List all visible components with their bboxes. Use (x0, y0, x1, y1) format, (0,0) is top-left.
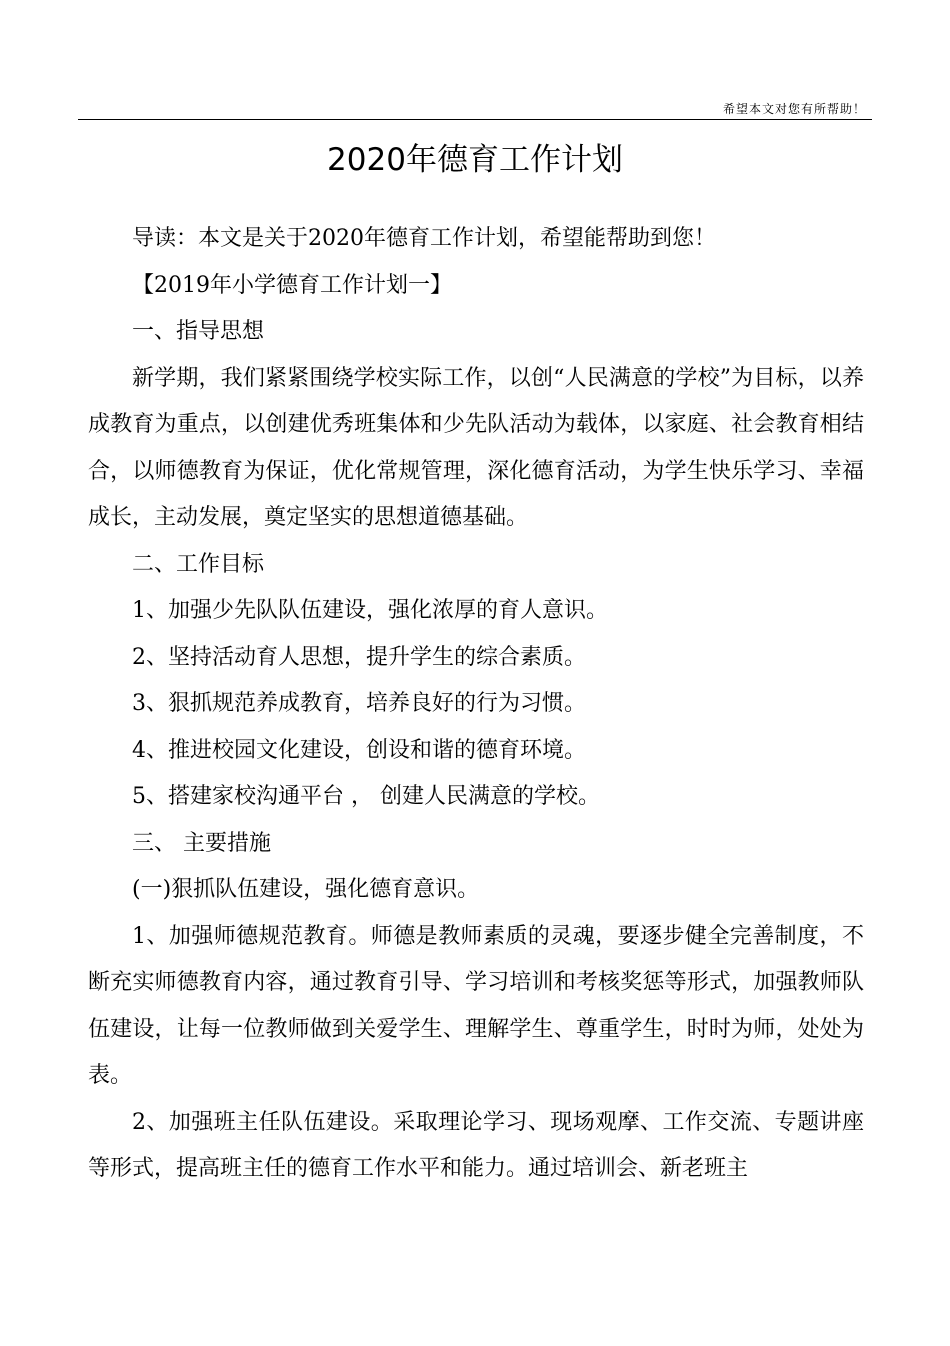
section-label: 【2019年小学德育工作计划一】 (132, 272, 452, 298)
header-note: 希望本文对您有所帮助！ (722, 102, 866, 116)
document-body (88, 216, 864, 1193)
intro-paragraph: 导读：本文是关于2020年德育工作计划，希望能帮助到您！ (132, 226, 716, 251)
goal-item: 4、推进校园文化建设，创设和谐的德育环境。 (132, 737, 586, 763)
document-title: 2020年德育工作计划 (327, 142, 623, 178)
heading-guiding-thought: 一、指导思想 (132, 319, 265, 344)
heading-main-measures: 三、 主要措施 (132, 830, 271, 856)
goal-item: 2、坚持活动育人思想，提升学生的综合素质。 (132, 644, 586, 670)
subheading-team-building: (一)狠抓队伍建设，强化德育意识。 (132, 877, 480, 902)
heading-work-goals: 二、工作目标 (132, 551, 265, 577)
goal-item: 3、狠抓规范养成教育，培养良好的行为习惯。 (132, 691, 586, 716)
goal-item: 5、搭建家校沟通平台 ， 创建人民满意的学校。 (132, 784, 600, 809)
paragraph-ethics-education: 1、加强师德规范教育。师德是教师素质的灵魂，要逐步健全完善制度，不断充实师德教育内容，通过教育引导、学习培训和考核奖惩等形式，加强教师队伍建设，让每一位教师做到关爱学生、理解学生、尊重学生，时时为师，处处为表。 (88, 923, 864, 1088)
page-header (78, 100, 872, 120)
paragraph-guiding-thought: 新学期，我们紧紧围绕学校实际工作，以创“人民满意的学校”为目标，以养成教育为重点，以创建优秀班集体和少先队活动为载体，以家庭、社会教育相结合，以师德教育为保证，优化常规管理，深化德育活动，为学生快乐学习、幸福成长，主动发展，奠定坚实的思想道德基础。 (88, 365, 864, 530)
paragraph-headteacher-team: 2、加强班主任队伍建设。采取理论学习、现场观摩、工作交流、专题讲座等形式，提高班主任的德育工作水平和能力。通过培训会、新老班主 (88, 1109, 864, 1181)
goal-item: 1、加强少先队队伍建设，强化浓厚的育人意识。 (132, 598, 608, 623)
